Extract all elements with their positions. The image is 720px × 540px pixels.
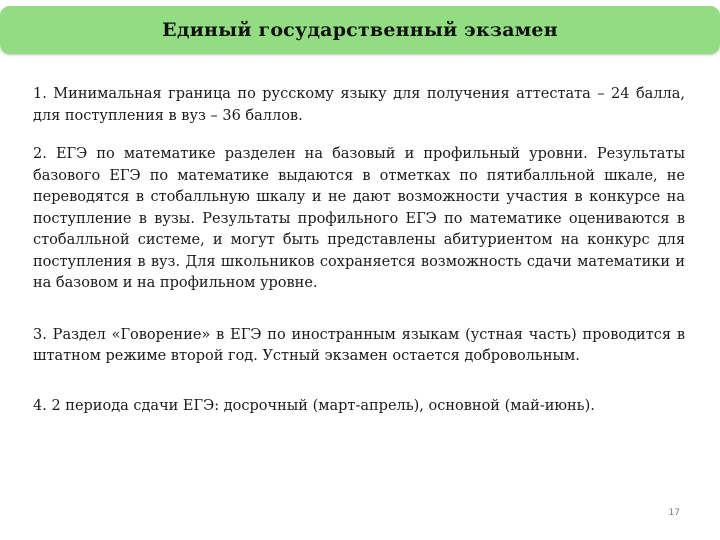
page-number: 17 (668, 508, 680, 518)
paragraph-speaking-section: 3. Раздел «Говорение» в ЕГЭ по иностранным языкам (устная часть) проводится в штатном режиме второй год. Устный экзамен остается добровольным. (33, 326, 685, 364)
paragraph-exam-periods: 4. 2 периода сдачи ЕГЭ: досрочный (март-апрель), основной (май-июнь). (33, 397, 595, 414)
title-banner (0, 6, 720, 54)
paragraph-russian-language-threshold: 1. Минимальная граница по русскому языку для получения аттестата – 24 балла, для поступления в вуз – 36 баллов. (33, 86, 685, 124)
slide-title: Единый государственный экзамен (162, 19, 558, 41)
paragraph-math-levels: 2. ЕГЭ по математике разделен на базовый и профильный уровни. Результаты базового ЕГЭ по математике выдаются в отметках по пятибалльной шкале, не переводятся в стобалльную шкалу и не дают возможности участия в конкурсе на поступление в вузы. Результаты профильного ЕГЭ по математике оцениваются в стобалльной системе, и могут быть представлены абитуриентом на конкурс для поступления в вуз. Для школьников сохраняется возможность сдачи математики и на базовом и на профильном уровне. (33, 146, 685, 291)
slide-body (33, 84, 685, 417)
